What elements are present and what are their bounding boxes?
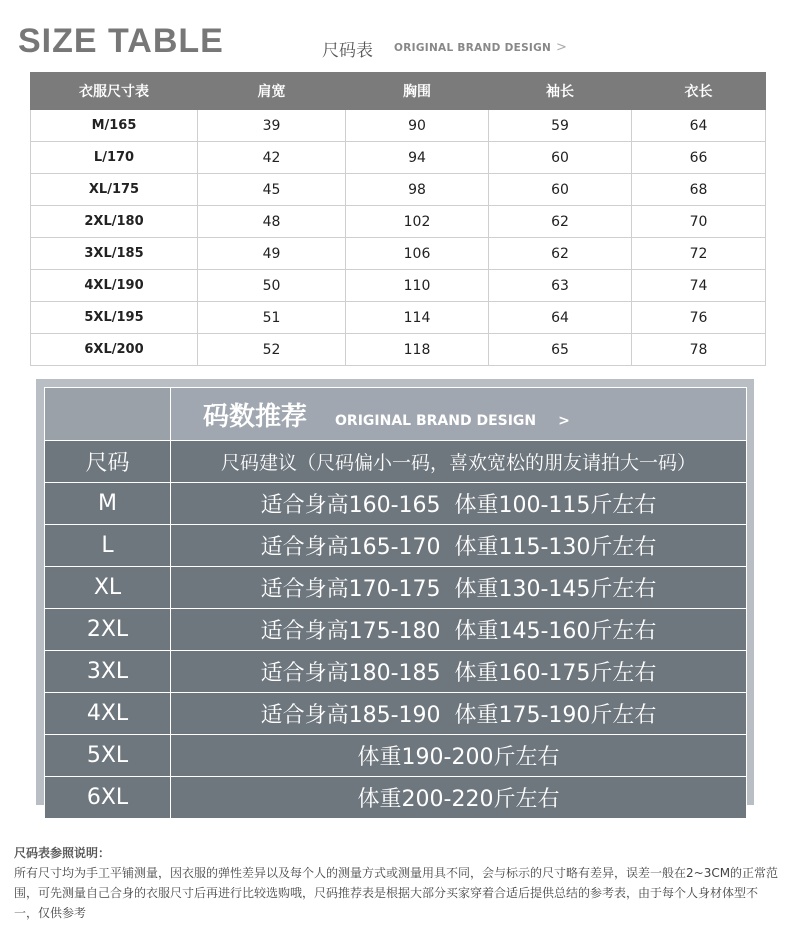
recommend-size: 5XL xyxy=(45,735,171,777)
size-cell: 4XL/190 xyxy=(31,270,198,302)
recommend-row xyxy=(45,693,747,735)
measure-cell: 42 xyxy=(198,142,346,174)
page-title: SIZE TABLE xyxy=(18,22,224,60)
measure-cell: 94 xyxy=(346,142,489,174)
recommend-row xyxy=(45,525,747,567)
size-note xyxy=(14,843,780,923)
measure-cell: 63 xyxy=(489,270,632,302)
measure-cell: 110 xyxy=(346,270,489,302)
measure-cell: 66 xyxy=(632,142,766,174)
recommend-size-note: 尺码建议（尺码偏小一码，喜欢宽松的朋友请拍大一码） xyxy=(171,441,747,483)
recommend-row xyxy=(45,609,747,651)
size-cell: 3XL/185 xyxy=(31,238,198,270)
size-table-header-row xyxy=(31,73,766,110)
size-cell: 6XL/200 xyxy=(31,334,198,366)
measure-cell: 39 xyxy=(198,110,346,142)
recommend-size: 6XL xyxy=(45,777,171,819)
recommend-row xyxy=(45,567,747,609)
recommend-title-spacer xyxy=(45,388,171,441)
measure-cell: 62 xyxy=(489,238,632,270)
table-row xyxy=(31,270,766,302)
measure-cell: 72 xyxy=(632,238,766,270)
size-note-body: 所有尺寸均为手工平铺测量，因衣服的弹性差异以及每个人的测量方式或测量用具不同，会与标示的尺寸略有差异，误差一般在2~3CM的正常范围，可先测量自己合身的衣服尺寸后再进行比较选购哦，尺码推荐表是根据大部分买家穿着合适后提供总结的参考表，由于每个人身材体型不一，仅供参考 xyxy=(14,866,779,920)
size-table xyxy=(30,72,766,366)
measure-cell: 98 xyxy=(346,174,489,206)
measure-cell: 70 xyxy=(632,206,766,238)
recommend-text: 适合身高180-185 体重160-175斤左右 xyxy=(171,651,747,693)
column-header: 袖长 xyxy=(489,73,632,110)
measure-cell: 51 xyxy=(198,302,346,334)
recommend-size: XL xyxy=(45,567,171,609)
measure-cell: 90 xyxy=(346,110,489,142)
size-note-title: 尺码表参照说明： xyxy=(14,846,111,860)
recommend-title-row xyxy=(45,388,747,441)
recommend-title: 码数推荐 xyxy=(203,401,308,432)
chevron-right-icon: > xyxy=(556,40,567,55)
measure-cell: 60 xyxy=(489,174,632,206)
size-table-body xyxy=(31,110,766,366)
measure-cell: 106 xyxy=(346,238,489,270)
recommend-text: 适合身高170-175 体重130-145斤左右 xyxy=(171,567,747,609)
size-cell: M/165 xyxy=(31,110,198,142)
recommend-text: 适合身高160-165 体重100-115斤左右 xyxy=(171,483,747,525)
recommend-header-row xyxy=(45,441,747,483)
recommend-size-label: 尺码 xyxy=(45,441,171,483)
recommend-size: L xyxy=(45,525,171,567)
table-row xyxy=(31,142,766,174)
column-header: 肩宽 xyxy=(198,73,346,110)
measure-cell: 74 xyxy=(632,270,766,302)
measure-cell: 45 xyxy=(198,174,346,206)
measure-cell: 65 xyxy=(489,334,632,366)
size-cell: L/170 xyxy=(31,142,198,174)
column-header: 衣服尺寸表 xyxy=(31,73,198,110)
measure-cell: 52 xyxy=(198,334,346,366)
measure-cell: 59 xyxy=(489,110,632,142)
table-row xyxy=(31,238,766,270)
recommend-panel xyxy=(36,379,754,812)
recommend-brand: ORIGINAL BRAND DESIGN xyxy=(335,412,537,429)
measure-cell: 50 xyxy=(198,270,346,302)
size-cell: 5XL/195 xyxy=(31,302,198,334)
recommend-text: 体重190-200斤左右 xyxy=(171,735,747,777)
table-row xyxy=(31,174,766,206)
measure-cell: 68 xyxy=(632,174,766,206)
measure-cell: 62 xyxy=(489,206,632,238)
size-cell: 2XL/180 xyxy=(31,206,198,238)
recommend-table-body xyxy=(45,388,747,819)
recommend-title-cell xyxy=(171,388,747,441)
recommend-row xyxy=(45,651,747,693)
table-row xyxy=(31,302,766,334)
measure-cell: 49 xyxy=(198,238,346,270)
recommend-text: 适合身高165-170 体重115-130斤左右 xyxy=(171,525,747,567)
measure-cell: 48 xyxy=(198,206,346,238)
measure-cell: 118 xyxy=(346,334,489,366)
table-row xyxy=(31,110,766,142)
recommend-row xyxy=(45,735,747,777)
table-row xyxy=(31,206,766,238)
recommend-table xyxy=(44,387,747,819)
measure-cell: 64 xyxy=(632,110,766,142)
size-cell: XL/175 xyxy=(31,174,198,206)
chevron-right-icon: > xyxy=(558,412,570,429)
recommend-text: 适合身高175-180 体重145-160斤左右 xyxy=(171,609,747,651)
table-row xyxy=(31,334,766,366)
column-header: 衣长 xyxy=(632,73,766,110)
recommend-size: M xyxy=(45,483,171,525)
recommend-row xyxy=(45,777,747,819)
header xyxy=(0,0,790,70)
recommend-size: 3XL xyxy=(45,651,171,693)
measure-cell: 64 xyxy=(489,302,632,334)
recommend-size: 2XL xyxy=(45,609,171,651)
page-title-cn: 尺码表 xyxy=(322,41,373,61)
column-header: 胸围 xyxy=(346,73,489,110)
measure-cell: 102 xyxy=(346,206,489,238)
measure-cell: 76 xyxy=(632,302,766,334)
recommend-text: 适合身高185-190 体重175-190斤左右 xyxy=(171,693,747,735)
measure-cell: 114 xyxy=(346,302,489,334)
recommend-row xyxy=(45,483,747,525)
recommend-size: 4XL xyxy=(45,693,171,735)
measure-cell: 78 xyxy=(632,334,766,366)
measure-cell: 60 xyxy=(489,142,632,174)
recommend-text: 体重200-220斤左右 xyxy=(171,777,747,819)
brand-subtitle: ORIGINAL BRAND DESIGN xyxy=(394,42,552,54)
